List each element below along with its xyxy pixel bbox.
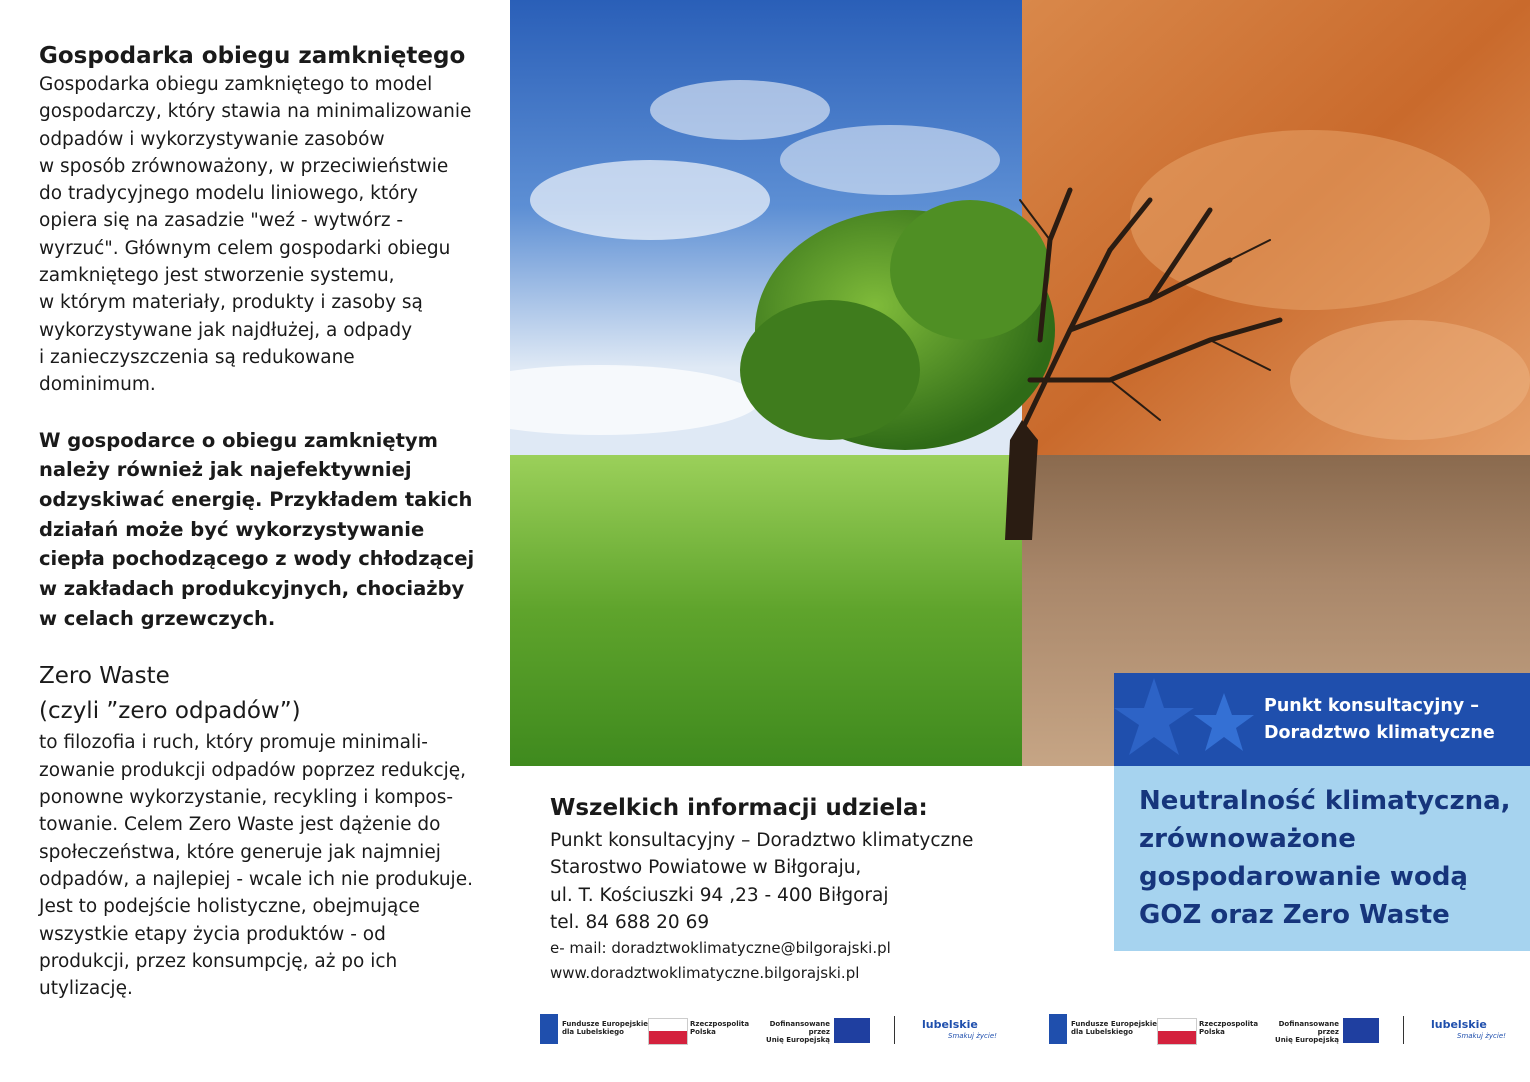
- fe-logo-icon: [540, 1014, 558, 1044]
- pl-flag-icon: [1157, 1018, 1197, 1045]
- text-line: wykorzystywane jak najdłużej, a odpady: [39, 319, 413, 341]
- text-line: towanie. Celem Zero Waste jest dążenie do: [39, 814, 441, 836]
- text-line: wyrzuć". Głównym celem gospodarki obiegu: [39, 237, 451, 259]
- energy-recovery-paragraph: [39, 426, 479, 634]
- title-line: GOZ oraz Zero Waste: [1139, 900, 1450, 930]
- section-title-circular-economy: Gospodarka obiegu zamkniętego: [39, 43, 466, 69]
- contact-title: Wszelkich informacji udziela:: [550, 795, 928, 821]
- logo-line: Unię Europejską: [766, 1036, 830, 1044]
- text-line: należy również jak najefektywniej: [39, 458, 412, 482]
- text-line: W gospodarce o obiegu zamkniętym: [39, 428, 438, 452]
- logo-line: Unię Europejską: [1275, 1036, 1339, 1044]
- contact-website: www.doradztwoklimatyczne.bilgorajski.pl: [550, 964, 860, 983]
- badge-text: [1264, 693, 1495, 747]
- text-line: ciepła pochodzącego z wody chłodzącej: [39, 547, 475, 571]
- divider: [1403, 1016, 1404, 1044]
- logo-line: Dofinansowane przez: [769, 1020, 830, 1036]
- logo-line: Fundusze Europejskie: [1071, 1020, 1157, 1028]
- left-column: [39, 42, 479, 1002]
- lubelskie-tagline: Smakuj życie!: [948, 1032, 997, 1040]
- text-line: wszystkie etapy życia produktów - od: [39, 923, 386, 945]
- text-line: Gospodarka obiegu zamkniętego to model: [39, 74, 433, 95]
- text-line: odzyskiwać energię. Przykładem takich: [39, 487, 473, 511]
- contact-line-institution: Starostwo Powiatowe w Biłgoraju,: [550, 857, 862, 879]
- eu-logo-text: [1267, 1020, 1339, 1044]
- brochure-title: [1139, 782, 1511, 934]
- text-line: i zanieczyszczenia są redukowane: [39, 346, 355, 368]
- lubelskie-logo: lubelskie: [922, 1018, 978, 1031]
- eu-logo-text: [758, 1020, 830, 1044]
- contact-line-address: ul. T. Kościuszki 94 ,23 - 400 Biłgoraj: [550, 884, 889, 906]
- contact-line-office: Punkt konsultacyjny – Doradztwo klimatyczne: [550, 830, 974, 851]
- logo-line: Polska: [690, 1028, 716, 1036]
- text-line: w celach grzewczych.: [39, 606, 276, 630]
- text-line: utylizację.: [39, 978, 133, 1000]
- text-line: w sposób zrównoważony, w przeciwieństwie: [39, 155, 449, 177]
- logo-line: dla Lubelskiego: [1071, 1028, 1133, 1036]
- text-line: odpadów, a najlepiej - wcale ich nie produkuje.: [39, 868, 473, 890]
- zero-waste-paragraph: [39, 729, 479, 1002]
- hero-image-tree: [510, 0, 1530, 766]
- logo-line: Dofinansowane przez: [1278, 1020, 1339, 1036]
- title-line: zrównoważone: [1139, 824, 1356, 854]
- pl-flag-icon: [648, 1018, 688, 1045]
- text-line: społeczeństwa, które generuje jak najmniej: [39, 841, 441, 863]
- text-line: Jest to podejście holistyczne, obejmujące: [39, 896, 420, 918]
- text-line: opiera się na zasadzie "weź - wytwórz -: [39, 210, 404, 232]
- circular-economy-paragraph: [39, 71, 479, 399]
- funding-logos-bar: [1047, 1010, 1507, 1050]
- text-line: zamkniętego jest stworzenie systemu,: [39, 265, 395, 287]
- tree-illustration: [510, 0, 1530, 766]
- divider: [894, 1016, 895, 1044]
- logo-line: dla Lubelskiego: [562, 1028, 624, 1036]
- lubelskie-tagline: Smakuj życie!: [1457, 1032, 1506, 1040]
- section-title-zero-waste: Zero Waste: [39, 663, 170, 690]
- fe-logo-text: [1071, 1020, 1157, 1036]
- lubelskie-logo: lubelskie: [1431, 1018, 1487, 1031]
- consultation-point-badge: [1114, 673, 1530, 767]
- logo-line: Rzeczpospolita: [690, 1020, 750, 1028]
- fe-logo-text: [562, 1020, 648, 1036]
- logo-line: Fundusze Europejskie: [562, 1020, 648, 1028]
- funding-logos-bar: [538, 1010, 998, 1050]
- text-line: do tradycyjnego modelu liniowego, który: [39, 183, 418, 205]
- text-line: odpadów i wykorzystywanie zasobów: [39, 128, 385, 150]
- badge-line: Punkt konsultacyjny –: [1264, 696, 1480, 716]
- text-line: gospodarczy, który stawia na minimalizowanie: [39, 101, 472, 123]
- text-line: produkcji, przez konsumpcję, aż po ich: [39, 950, 398, 972]
- contact-line-phone: tel. 84 688 20 69: [550, 911, 710, 933]
- text-line: to filozofia i ruch, który promuje minimali-: [39, 732, 428, 754]
- stars-decoration-icon: [1114, 673, 1254, 767]
- brochure-title-box: [1114, 766, 1530, 951]
- text-line: dominimum.: [39, 374, 156, 396]
- text-line: ponowne wykorzystanie, recykling i kompos-: [39, 787, 454, 809]
- logo-line: Rzeczpospolita: [1199, 1020, 1259, 1028]
- eu-flag-icon: [1343, 1018, 1379, 1043]
- title-line: gospodarowanie wodą: [1139, 862, 1468, 892]
- contact-email: e- mail: doradztwoklimatyczne@bilgorajski.pl: [550, 939, 891, 958]
- title-line: Neutralność klimatyczna,: [1139, 786, 1511, 816]
- rp-logo-text: [1199, 1020, 1258, 1036]
- section-subtitle-zero-waste: (czyli ”zero odpadów”): [39, 698, 301, 725]
- rp-logo-text: [690, 1020, 749, 1036]
- text-line: w którym materiały, produkty i zasoby są: [39, 292, 423, 314]
- badge-line: Doradztwo klimatyczne: [1264, 723, 1495, 743]
- contact-info: [550, 793, 1090, 986]
- text-line: w zakładach produkcyjnych, chociażby: [39, 577, 465, 601]
- eu-flag-icon: [834, 1018, 870, 1043]
- text-line: zowanie produkcji odpadów poprzez redukcję,: [39, 759, 467, 781]
- text-line: działań może być wykorzystywanie: [39, 517, 425, 541]
- fe-logo-icon: [1049, 1014, 1067, 1044]
- logo-line: Polska: [1199, 1028, 1225, 1036]
